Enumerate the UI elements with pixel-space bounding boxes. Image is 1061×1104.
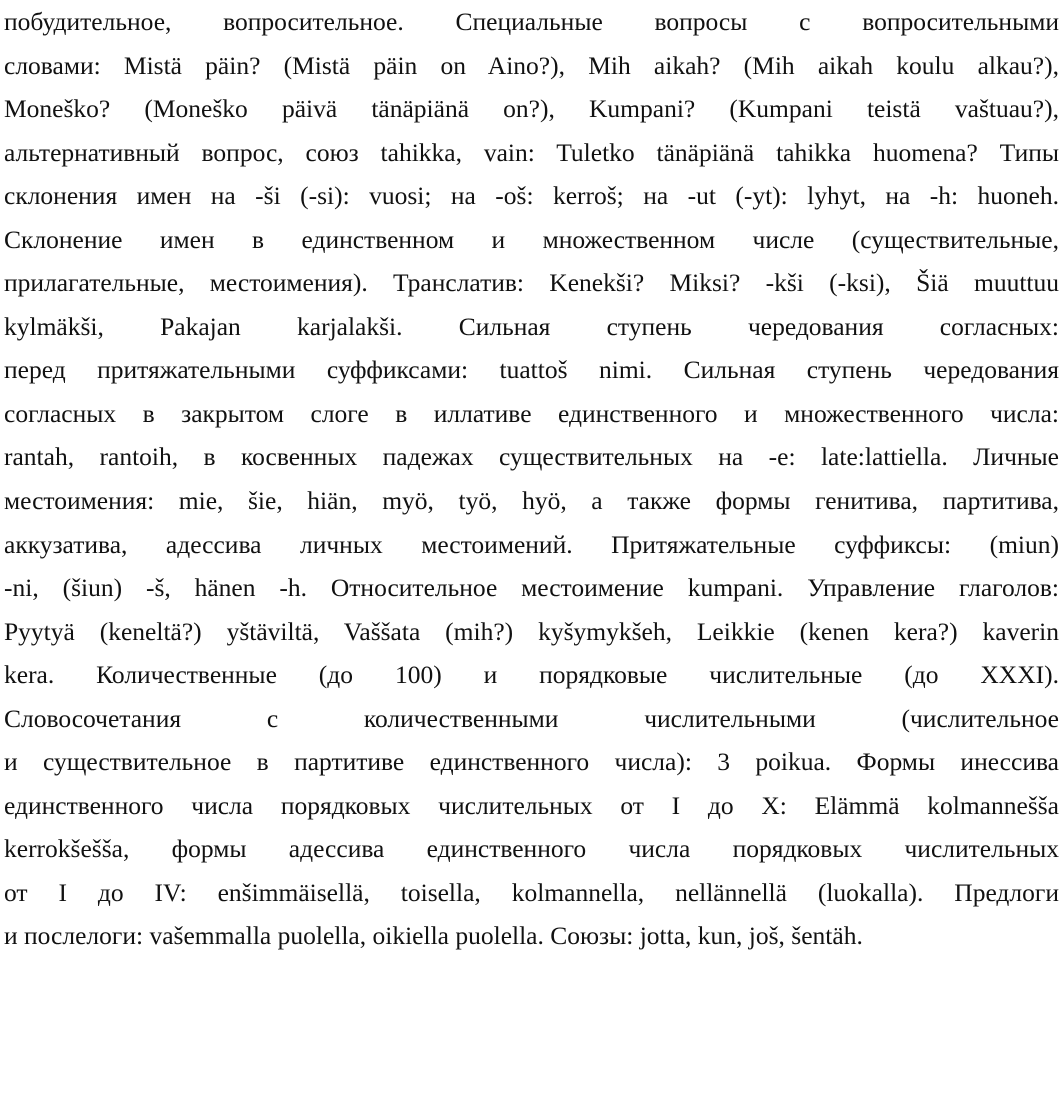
text-line: -ni, (šiun) -š, hänen -h. Относительное местоимение kumpani. Управление глаголов: [4, 573, 1059, 603]
text-line: аккузатива, адессива личных местоимений. Притяжательные суффиксы: (miun) [4, 529, 1059, 559]
text-line: Склонение имен в единственном и множественном числе (существительные, [4, 224, 1059, 254]
document-page [4, 0, 1059, 958]
text-line: склонения имен на -ši (-si): vuosi; на -oš: kerroš; на -ut (-yt): lyhyt, на -h: huoneh. [4, 181, 1059, 211]
text-line: единственного числа порядковых числительных от I до X: Elämmä kolmannešša [4, 790, 1059, 820]
text-line: перед притяжательными суффиксами: tuattoš nimi. Сильная ступень чередования [4, 355, 1059, 385]
text-line: rantah, rantoih, в косвенных падежах существительных на -e: late:lattiella. Личные [4, 442, 1059, 472]
text-line: Moneško? (Moneško päivä tänäpiänä on?), Kumpani? (Kumpani teistä vaštuau?), [4, 94, 1059, 124]
text-line: согласных в закрытом слоге в иллативе единственного и множественного числа: [4, 398, 1059, 428]
text-line: словами: Mistä päin? (Mistä päin on Aino?), Mih aikah? (Mih aikah koulu alkau?), [4, 50, 1059, 80]
text-line: местоимения: mie, šie, hiän, myö, työ, hyö, а также формы генитива, партитива, [4, 486, 1059, 516]
text-line: Pyytyä (keneltä?) yštäviltä, Vaššata (mih?) kyšymykšeh, Leikkie (kenen kera?) kaverin [4, 616, 1059, 646]
text-line: kerrokšešša, формы адессива единственного числа порядковых числительных [4, 834, 1059, 864]
text-line: прилагательные, местоимения). Транслатив: Kenekši? Miksi? -kši (-ksi), Šiä muuttuu [4, 268, 1059, 298]
text-line: альтернативный вопрос, союз tahikka, vain: Tuletko tänäpiänä tahikka huomena? Типы [4, 137, 1059, 167]
text-line: и послелоги: vašemmalla puolella, oikiella puolella. Союзы: jotta, kun, još, šentäh. [4, 921, 863, 951]
text-line: от I до IV: enšimmäisellä, toisella, kolmannella, nellännellä (luokalla). Предлоги [4, 877, 1059, 907]
text-line: kera. Количественные (до 100) и порядковые числительные (до XXXI). [4, 660, 1059, 690]
text-line: Словосочетания с количественными числительными (числительное [4, 703, 1059, 733]
text-line: побудительное, вопросительное. Специальные вопросы с вопросительными [4, 7, 1059, 36]
text-line: kylmäkši, Pakajan karjalakši. Сильная ступень чередования согласных: [4, 311, 1059, 341]
text-line: и существительное в партитиве единственного числа): 3 poikua. Формы инессива [4, 747, 1059, 777]
